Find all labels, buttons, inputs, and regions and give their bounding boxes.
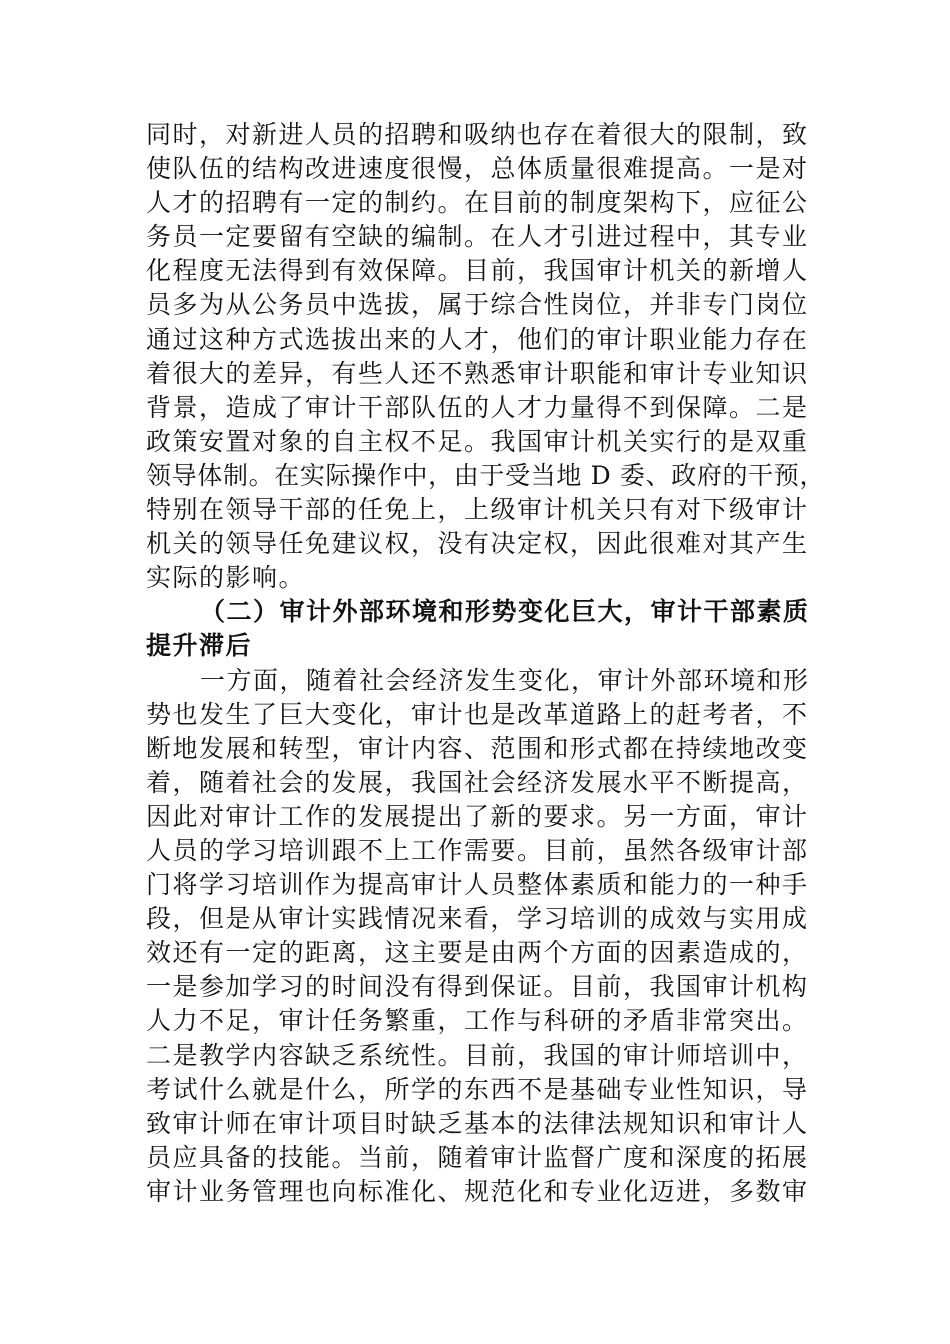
paragraph-line: 致审计师在审计项目时缺乏基本的法律法规知识和审计人 bbox=[146, 1108, 809, 1138]
paragraph-line: 人力不足，审计任务繁重，工作与科研的矛盾非常突出。 bbox=[146, 1006, 809, 1036]
paragraph-line: 审计业务管理也向标准化、规范化和专业化迈进，多数审 bbox=[146, 1176, 809, 1206]
paragraph-line: 特别在领导干部的任免上，上级审计机关只有对下级审计 bbox=[146, 495, 809, 525]
paragraph-line: 效还有一定的距离，这主要是由两个方面的因素造成的， bbox=[146, 938, 809, 968]
paragraph-line: 员多为从公务员中选拔，属于综合性岗位，并非专门岗位 bbox=[146, 290, 809, 320]
section-heading-line: 提升滞后 bbox=[146, 631, 253, 661]
paragraph-line: 着很大的差异，有些人还不熟悉审计职能和审计专业知识 bbox=[146, 358, 809, 388]
paragraph-line: 段，但是从审计实践情况来看，学习培训的成效与实用成 bbox=[146, 904, 809, 934]
paragraph-line: 一方面，随着社会经济发生变化，审计外部环境和形 bbox=[200, 665, 810, 695]
paragraph-line: 化程度无法得到有效保障。目前，我国审计机关的新增人 bbox=[146, 256, 809, 286]
paragraph-line: 着，随着社会的发展，我国社会经济发展水平不断提高， bbox=[146, 767, 809, 797]
paragraph-line: 同时，对新进人员的招聘和吸纳也存在着很大的限制，致 bbox=[146, 120, 809, 149]
paragraph-line: 门将学习培训作为提高审计人员整体素质和能力的一种手 bbox=[146, 870, 809, 900]
paragraph-line: 政策安置对象的自主权不足。我国审计机关实行的是双重 bbox=[146, 426, 809, 456]
document-body-text bbox=[146, 118, 826, 1209]
paragraph-line: 领导体制。在实际操作中，由于受当地 D 委、政府的干预， bbox=[146, 460, 826, 490]
paragraph-line: 二是教学内容缺乏系统性。目前，我国的审计师培训中， bbox=[146, 1040, 809, 1070]
paragraph-line: 因此对审计工作的发展提出了新的要求。另一方面，审计 bbox=[146, 801, 809, 831]
paragraph-line: 一是参加学习的时间没有得到保证。目前，我国审计机构 bbox=[146, 972, 809, 1002]
paragraph-line: 通过这种方式选拔出来的人才，他们的审计职业能力存在 bbox=[146, 324, 809, 354]
section-heading-line: （二）审计外部环境和形势变化巨大，审计干部素质 bbox=[200, 597, 810, 627]
paragraph-line: 机关的领导任免建议权，没有决定权，因此很难对其产生 bbox=[146, 529, 809, 559]
paragraph-line: 使队伍的结构改进速度很慢，总体质量很难提高。一是对 bbox=[146, 154, 809, 184]
paragraph-line: 断地发展和转型，审计内容、范围和形式都在持续地改变 bbox=[146, 733, 809, 763]
paragraph-line: 人才的招聘有一定的制约。在目前的制度架构下，应征公 bbox=[146, 188, 809, 218]
paragraph-line: 务员一定要留有空缺的编制。在人才引进过程中，其专业 bbox=[146, 222, 809, 252]
paragraph-line: 人员的学习培训跟不上工作需要。目前，虽然各级审计部 bbox=[146, 835, 809, 865]
paragraph-line: 实际的影响。 bbox=[146, 563, 306, 593]
paragraph-line: 背景，造成了审计干部队伍的人才力量得不到保障。二是 bbox=[146, 392, 809, 422]
paragraph-line: 考试什么就是什么，所学的东西不是基础专业性知识，导 bbox=[146, 1074, 809, 1104]
paragraph-line: 员应具备的技能。当前，随着审计监督广度和深度的拓展 bbox=[146, 1142, 809, 1172]
paragraph-line: 势也发生了巨大变化，审计也是改革道路上的赶考者，不 bbox=[146, 699, 809, 729]
